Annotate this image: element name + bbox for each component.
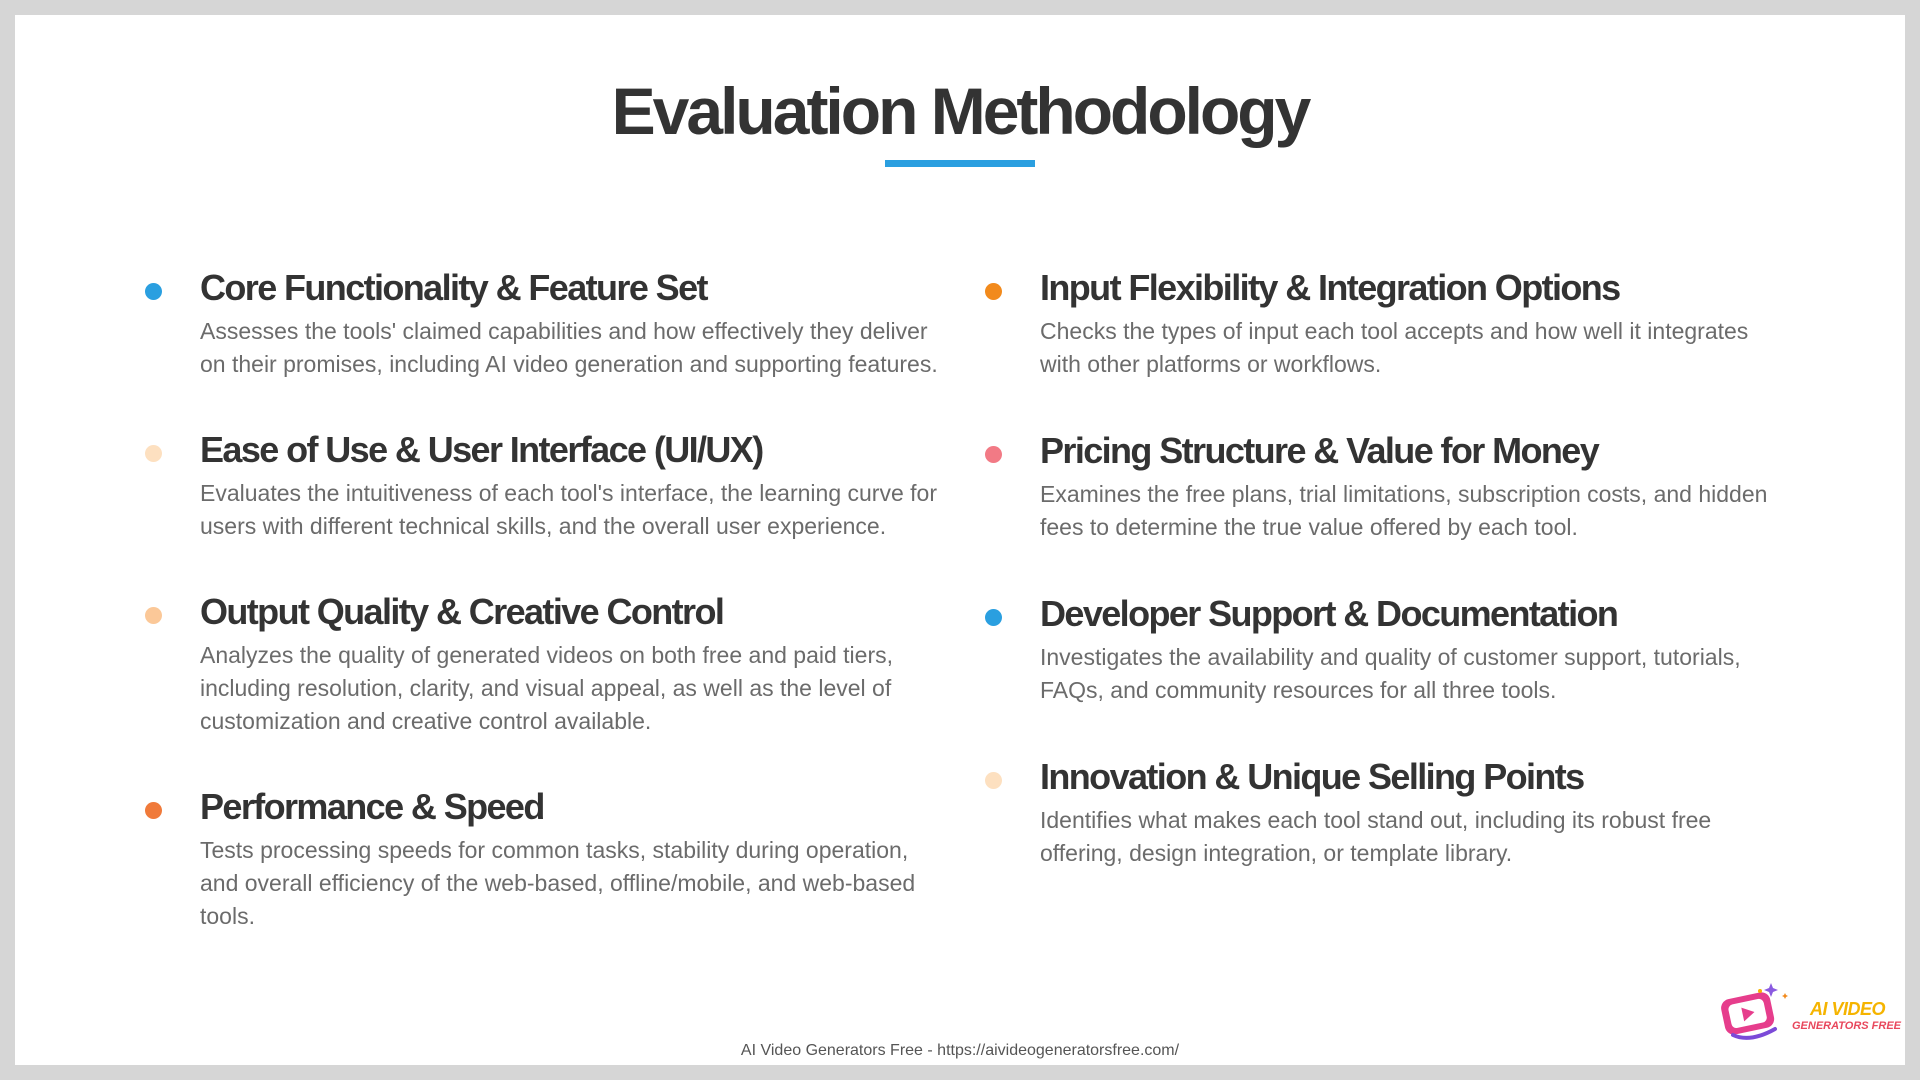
criterion-title: Output Quality & Creative Control xyxy=(200,591,724,632)
bullet-dot-icon xyxy=(145,802,162,819)
bullet-dot-icon xyxy=(985,609,1002,626)
criterion-title: Innovation & Unique Selling Points xyxy=(1040,756,1584,797)
footer-credit: AI Video Generators Free - https://aivideogeneratorsfree.com/ xyxy=(740,1042,1180,1059)
criterion-item xyxy=(145,782,935,933)
criterion-item xyxy=(985,426,1775,544)
criterion-title: Core Functionality & Feature Set xyxy=(200,267,707,308)
criterion-description: Investigates the availability and quality of customer support, tutorials, FAQs, and community resources for all three tools. xyxy=(1040,644,1741,703)
criterion-description: Examines the free plans, trial limitations, subscription costs, and hidden fees to determine the true value offered by each tool. xyxy=(1040,481,1768,540)
criterion-title: Input Flexibility & Integration Options xyxy=(1040,267,1620,308)
criterion-description: Tests processing speeds for common tasks, stability during operation, and overall efficiency of the web-based, offline/mobile, and web-based tools. xyxy=(200,837,916,929)
criterion-item xyxy=(145,263,938,381)
title-underline xyxy=(885,160,1035,167)
criterion-item xyxy=(985,752,1775,870)
slide xyxy=(15,15,1905,1065)
criterion-description: Assesses the tools' claimed capabilities and how effectively they deliver on their promises, including AI video generation and supporting features. xyxy=(200,318,938,377)
page-title: Evaluation Methodology xyxy=(611,74,1309,148)
logo-subtitle: GENERATORS FREE xyxy=(1792,1020,1901,1032)
criterion-title: Ease of Use & User Interface (UI/UX) xyxy=(200,429,763,470)
criterion-description: Evaluates the intuitiveness of each tool's interface, the learning curve for users with different technical skills, and the overall user experience. xyxy=(200,480,937,539)
criterion-item xyxy=(145,425,935,543)
brand-logo xyxy=(1715,975,1915,1045)
criterion-title: Developer Support & Documentation xyxy=(1040,593,1618,634)
criterion-item xyxy=(985,263,1775,381)
criterion-description: Checks the types of input each tool accepts and how well it integrates with other platforms or workflows. xyxy=(1040,318,1749,377)
bullet-dot-icon xyxy=(985,772,1002,789)
left-column xyxy=(145,263,938,933)
criterion-description: Analyzes the quality of generated videos on both free and paid tiers, including resolution, clarity, and visual appeal, as well as the level of customization and creative control available. xyxy=(200,642,894,734)
criterion-title: Pricing Structure & Value for Money xyxy=(1040,430,1599,471)
play-screen-logo-icon xyxy=(1715,975,1795,1045)
bullet-dot-icon xyxy=(985,283,1002,300)
bullet-dot-icon xyxy=(145,607,162,624)
logo-title: AI VIDEO xyxy=(1810,999,1886,1019)
bullet-dot-icon xyxy=(145,445,162,462)
criterion-description: Identifies what makes each tool stand out, including its robust free offering, design integration, or template library. xyxy=(1040,807,1712,866)
right-column xyxy=(985,263,1775,870)
criterion-item xyxy=(145,587,935,738)
criterion-item xyxy=(985,589,1775,707)
bullet-dot-icon xyxy=(985,446,1002,463)
bullet-dot-icon xyxy=(145,283,162,300)
criterion-title: Performance & Speed xyxy=(200,786,544,827)
